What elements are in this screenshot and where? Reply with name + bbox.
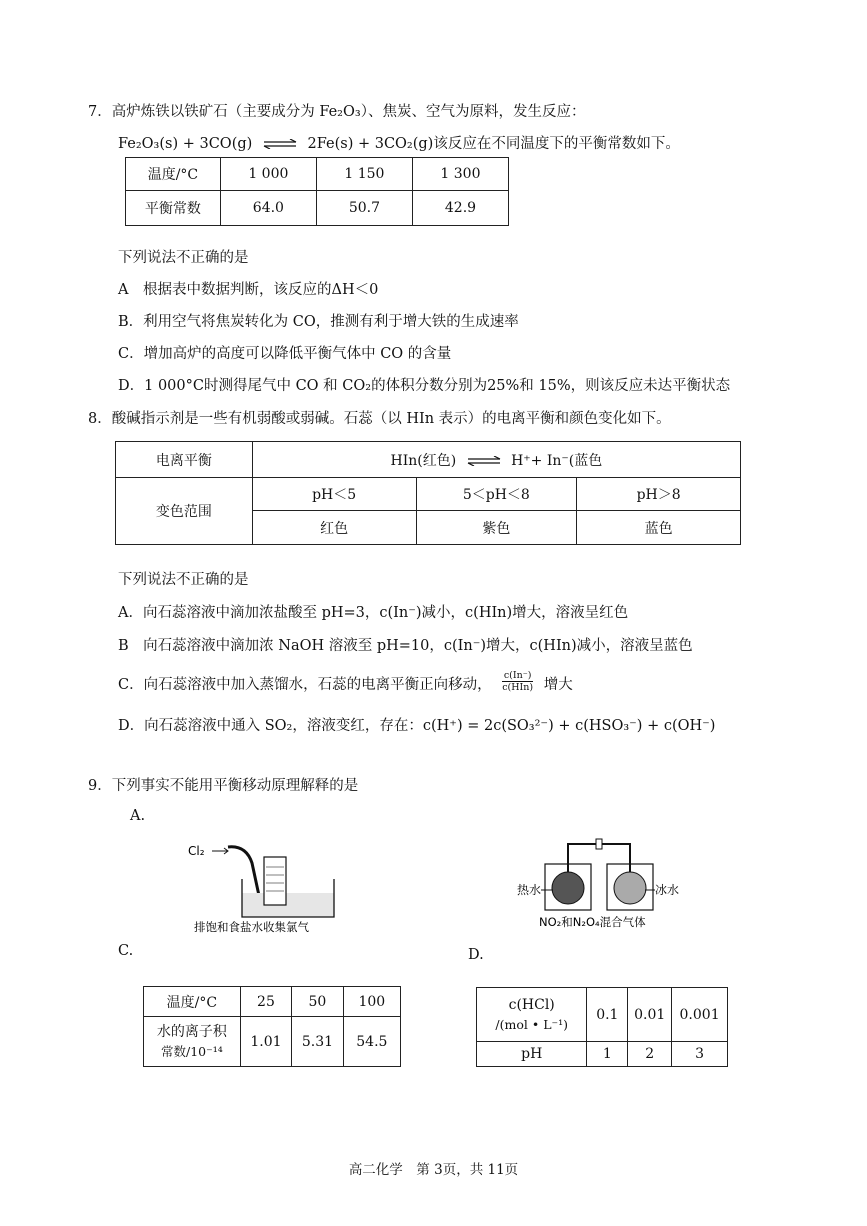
table-cell: 42.9 — [412, 191, 508, 226]
q9-stem: 9．下列事实不能用平衡移动原理解释的是 — [88, 778, 359, 794]
table-cell: 0.001 — [672, 988, 728, 1042]
table-cell: 50.7 — [316, 191, 412, 226]
q8-eq-right: H⁺+ In⁻(蓝色 — [511, 452, 603, 469]
q9-table-c — [143, 986, 401, 1067]
q8-prompt: 下列说法不正确的是 — [118, 572, 249, 588]
table-cell: 变色范围 — [116, 478, 253, 545]
q8-option-d: D．向石蕊溶液中通入 SO₂，溶液变红，存在：c(H⁺) = 2c(SO₃²⁻) + c(HSO₃⁻) + c(OH⁻) — [118, 718, 716, 734]
q8-option-c-text: C．向石蕊溶液中加入蒸馏水，石蕊的电离平衡正向移动， — [118, 677, 492, 693]
table-cell: 0.01 — [628, 988, 672, 1042]
table-cell: 电离平衡 — [116, 442, 253, 478]
q8-equilibrium-cell — [252, 442, 740, 478]
q9-label-a: A. — [130, 808, 146, 824]
q9-label-c: C. — [118, 943, 134, 959]
figure-b-no2-equilibrium — [505, 830, 695, 932]
table-cell: 1 150 — [316, 158, 412, 191]
fraction-numerator: c(In⁻) — [503, 669, 532, 681]
table-cell — [477, 988, 587, 1042]
q7-option-c: C．增加高炉的高度可以降低平衡气体中 CO 的含量 — [118, 346, 452, 362]
figure-a-gas-collection — [180, 833, 340, 935]
table-cell: 0.1 — [587, 988, 628, 1042]
table-cell: 1 000 — [220, 158, 316, 191]
table-cell: 1.01 — [240, 1017, 291, 1067]
table-cell: 54.5 — [343, 1017, 400, 1067]
q9-label-d: D. — [468, 947, 484, 963]
table-cell: 紫色 — [416, 511, 577, 545]
equilibrium-arrow-icon — [263, 139, 297, 149]
table-cell-line: 常数/10⁻¹⁴ — [160, 1043, 223, 1059]
gas-label-cl2: Cl₂ — [188, 844, 205, 858]
q8-stem: 8．酸碱指示剂是一些有机弱酸或弱碱。石蕊（以 HIn 表示）的电离平衡和颜色变化如下。 — [88, 411, 671, 427]
page-footer: 高二化学 第 3页，共 11页 — [348, 1162, 519, 1178]
table-cell: 1 — [587, 1042, 628, 1067]
figure-a-caption: 排饱和食盐水收集氯气 — [194, 920, 309, 934]
table-cell: 64.0 — [220, 191, 316, 226]
clamp — [596, 839, 602, 849]
table-cell: 2 — [628, 1042, 672, 1067]
cold-water-label: 冰水 — [655, 883, 680, 897]
table-cell: 50 — [292, 987, 343, 1017]
table-cell: 3 — [672, 1042, 728, 1067]
q7-option-a: A 根据表中数据判断，该反应的ΔH＜0 — [118, 282, 379, 298]
table-cell: 5.31 — [292, 1017, 343, 1067]
hot-water-label: 热水 — [517, 883, 542, 897]
table-cell: 红色 — [252, 511, 416, 545]
q7-option-b: B．利用空气将焦炭转化为 CO，推测有利于增大铁的生成速率 — [118, 314, 519, 330]
q8-option-b: B 向石蕊溶液中滴加浓 NaOH 溶液至 pH=10，c(In⁻)增大，c(HIn)减小，溶液呈蓝色 — [118, 638, 693, 654]
table-cell — [144, 1017, 241, 1067]
table-cell: 温度/°C — [144, 987, 241, 1017]
table-cell: 温度/°C — [126, 158, 221, 191]
table-cell: 100 — [343, 987, 400, 1017]
table-cell: pH＜5 — [252, 478, 416, 511]
q8-option-a: A．向石蕊溶液中滴加浓盐酸至 pH=3，c(In⁻)减小，c(HIn)增大，溶液呈红色 — [118, 605, 629, 621]
q7-option-d: D．1 000°C时测得尾气中 CO 和 CO₂的体积分数分别为25%和 15%，则该反应未达平衡状态 — [118, 378, 731, 394]
table-cell: 蓝色 — [577, 511, 741, 545]
q7-eq-right: 2Fe(s) + 3CO₂(g)该反应在不同温度下的平衡常数如下。 — [307, 136, 680, 152]
flask-hot — [552, 872, 584, 904]
table-cell: 25 — [240, 987, 291, 1017]
table-cell: 5＜pH＜8 — [416, 478, 577, 511]
table-cell: pH＞8 — [577, 478, 741, 511]
table-cell-line: /(mol • L⁻¹) — [495, 1016, 568, 1032]
table-cell: 1 300 — [412, 158, 508, 191]
q7-prompt: 下列说法不正确的是 — [118, 250, 249, 266]
table-cell: 平衡常数 — [126, 191, 221, 226]
equilibrium-arrow-icon — [467, 456, 501, 466]
q8-eq-left: HIn(红色) — [390, 452, 457, 469]
figure-b-caption: NO₂和N₂O₄混合气体 — [539, 915, 646, 929]
flask-cold — [614, 872, 646, 904]
q7-table — [125, 157, 509, 226]
table-cell: pH — [477, 1042, 587, 1067]
q7-stem: 7．高炉炼铁以铁矿石（主要成分为 Fe₂O₃）、焦炭、空气为原料，发生反应： — [88, 104, 586, 120]
q8-table — [115, 441, 741, 545]
q8-option-c-tail: 增大 — [543, 677, 573, 693]
trough-water — [242, 893, 334, 917]
q9-table-d — [476, 987, 728, 1067]
collecting-bottle — [264, 857, 286, 905]
q8-option-c — [118, 669, 573, 697]
q8-fraction — [502, 670, 533, 693]
q7-eq-left: Fe₂O₃(s) + 3CO(g) — [118, 136, 253, 152]
table-cell-line: c(HCl) — [508, 996, 555, 1013]
q7-equation — [118, 132, 680, 153]
fraction-denominator: c(HIn) — [502, 681, 534, 693]
table-cell-line: 水的离子积 — [156, 1023, 227, 1040]
